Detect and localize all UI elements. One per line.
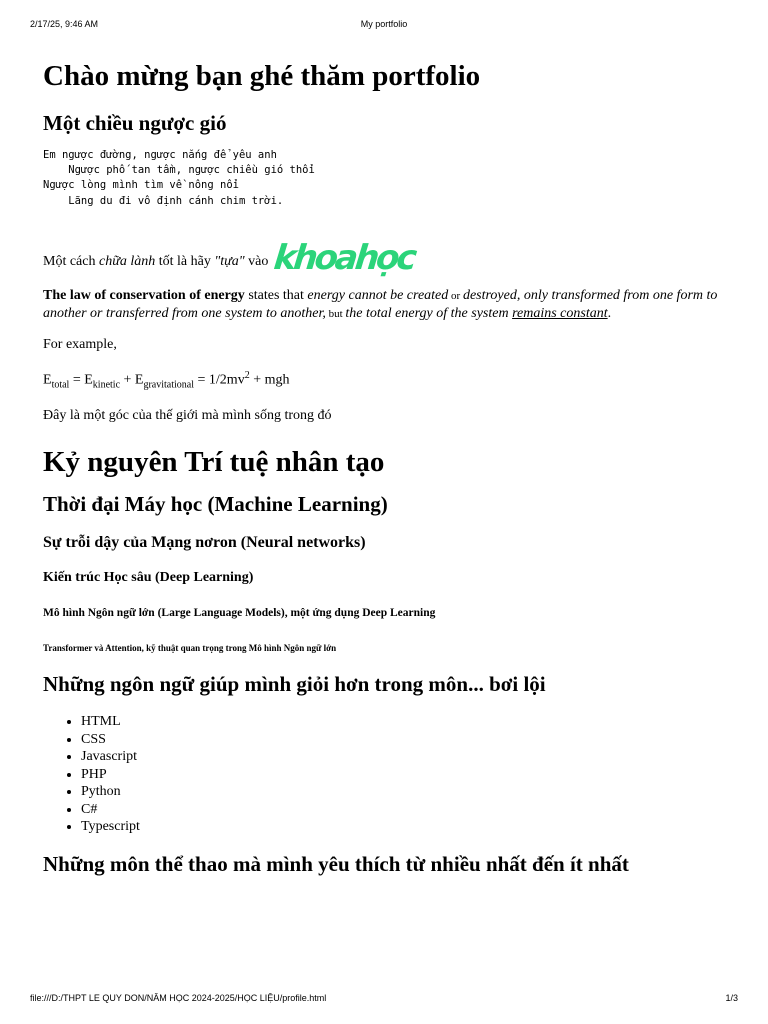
- law-italic-3: the total energy of the system: [345, 305, 509, 321]
- print-page-number: 1/3: [725, 993, 738, 1003]
- eq-sub-gravitational: gravitational: [143, 379, 195, 391]
- law-italic-2: destroyed, only transformed from one form to another or transferred from one system to another,: [43, 287, 718, 321]
- khoahoc-logo[interactable]: khoahọc: [272, 237, 417, 278]
- eq-rhs: = 1/2mv: [194, 372, 245, 388]
- list-item: • Typescript: [81, 818, 743, 836]
- eq-sub-kinetic: kinetic: [92, 379, 121, 391]
- llm-heading: Mô hình Ngôn ngữ lớn (Large Language Models), một ứng dụng Deep Learning: [43, 607, 436, 620]
- poem-title: Một chiều ngược gió: [43, 110, 227, 135]
- nn-heading: Sự trỗi dậy của Mạng nơron (Neural networks): [43, 534, 366, 552]
- transformer-heading: Transformer và Attention, kỹ thuật quan trọng trong Mô hình Ngôn ngữ lớn: [43, 643, 337, 654]
- poem-text: Em ngược đường, ngược nắng để yêu anh Ngược phố tan tầm, ngược chiều gió thổi Ngược lòng mình tìm về nông nổi Lãng du đi vô định cánh chim trời.: [43, 148, 315, 207]
- khoahoc-paragraph: [43, 237, 743, 278]
- khoahoc-text-2: tốt là hãy: [155, 254, 215, 269]
- law-small-1: or: [448, 289, 463, 302]
- eq-sup: 2: [244, 369, 250, 381]
- list-item: • CSS: [81, 731, 743, 749]
- list-item: • Javascript: [81, 748, 743, 766]
- list-item: • HTML: [81, 713, 743, 731]
- languages-list: [43, 713, 743, 836]
- eq-part-1: = E: [69, 372, 93, 388]
- list-item: • PHP: [81, 766, 743, 784]
- list-item: • Python: [81, 783, 743, 801]
- page-content: [43, 50, 743, 877]
- list-item: • C#: [81, 801, 743, 819]
- khoahoc-italic-1: chữa lành: [98, 254, 156, 269]
- dl-heading: Kiến trúc Học sâu (Deep Learning): [43, 570, 254, 586]
- sports-heading: Những môn thể thao mà mình yêu thích từ nhiều nhất đến ít nhất: [43, 851, 629, 876]
- eq-e1: E: [43, 372, 52, 388]
- law-text-3: .: [607, 305, 612, 321]
- eq-tail: + mgh: [249, 372, 290, 388]
- world-text: Đây là một góc của thế giới mà mình sống trong đó: [43, 408, 332, 424]
- law-underlined: remains constant: [512, 305, 608, 321]
- khoahoc-text-3: vào: [244, 254, 269, 269]
- for-example-text: For example,: [43, 336, 117, 352]
- print-header: [0, 19, 768, 33]
- languages-heading: Những ngôn ngữ giúp mình giỏi hơn trong môn... bơi lội: [43, 671, 546, 696]
- law-text-1: states that: [244, 287, 308, 303]
- ai-heading: Kỷ nguyên Trí tuệ nhân tạo: [43, 446, 385, 479]
- print-file-path: file:///D:/THPT LE QUY DON/NĂM HỌC 2024-2025/HỌC LIỆU/profile.html: [30, 993, 327, 1003]
- khoahoc-text-1: Một cách: [43, 254, 99, 269]
- energy-law-paragraph: [43, 287, 743, 323]
- law-bold-term: The law of conservation of energy: [43, 287, 245, 303]
- law-italic-1: energy cannot be created: [307, 287, 449, 303]
- print-footer: [0, 993, 768, 1007]
- ml-heading: Thời đại Máy học (Machine Learning): [43, 492, 388, 517]
- print-page-title: My portfolio: [360, 19, 408, 29]
- eq-plus: + E: [120, 372, 144, 388]
- khoahoc-italic-2: "tựa": [214, 254, 245, 269]
- welcome-heading: Chào mừng bạn ghé thăm portfolio: [43, 60, 481, 92]
- energy-equation: [43, 367, 743, 394]
- eq-sub-total: total: [51, 379, 70, 391]
- law-small-2: but: [325, 307, 346, 320]
- print-datetime: 2/17/25, 9:46 AM: [30, 19, 99, 29]
